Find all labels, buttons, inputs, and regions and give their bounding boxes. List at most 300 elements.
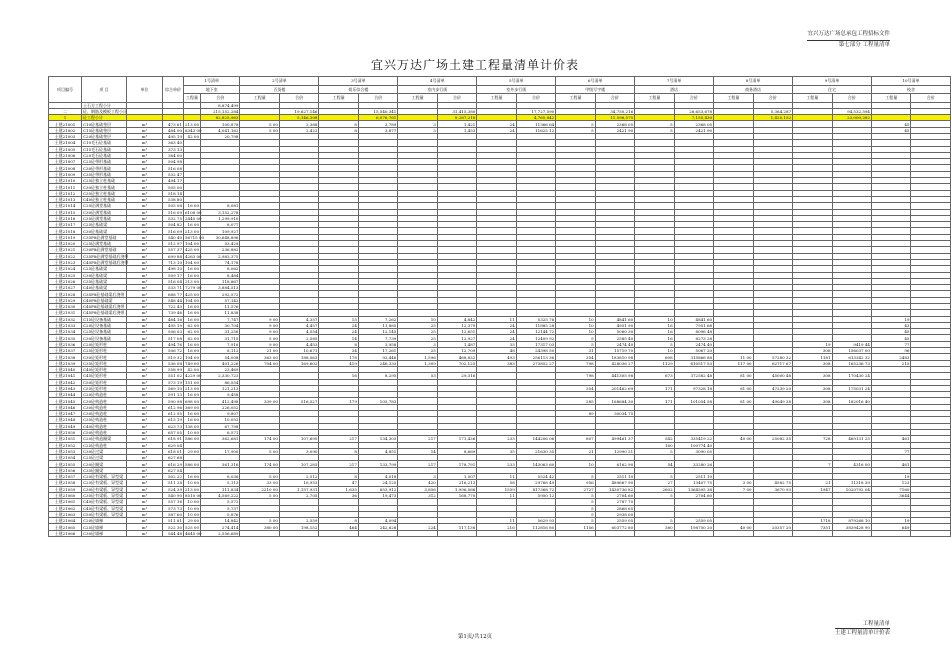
cell-value: 10 bbox=[635, 316, 674, 322]
cell-value: 469131 25 bbox=[832, 436, 871, 442]
cell-value: 179 bbox=[319, 398, 358, 404]
cell-item-no: 土建21024 bbox=[49, 266, 82, 272]
cell-value: 216,213 bbox=[437, 480, 476, 486]
group-no: 10号清单 bbox=[871, 77, 950, 86]
cell-rate: 516 09 bbox=[163, 209, 184, 215]
cell-value bbox=[556, 530, 595, 536]
cell-value: 118,867 bbox=[201, 278, 240, 284]
cell-value bbox=[437, 530, 476, 536]
group-name: 校舍 bbox=[871, 85, 950, 94]
cell-value: 19 bbox=[871, 518, 910, 524]
cell-rate: 516 08 bbox=[163, 165, 184, 171]
cell-value: 178,791 bbox=[437, 461, 476, 467]
cell-rate: 722 43 bbox=[163, 304, 184, 310]
cell-value: 308 bbox=[793, 373, 832, 379]
cell-item-name: C40砼基础梁 bbox=[82, 285, 127, 291]
cell-rate: 657 05 bbox=[163, 429, 184, 435]
cell-rate: 540 90 bbox=[163, 492, 184, 498]
cell-value: 23,000,282 bbox=[832, 115, 871, 121]
cell-value: 104 00 bbox=[185, 260, 199, 266]
cell-value: 7 bbox=[793, 461, 832, 467]
cell-rate: 540 40 bbox=[163, 234, 184, 240]
cell-value: 704 00 bbox=[240, 360, 279, 366]
cell-rate: 511 81 bbox=[163, 518, 184, 524]
group-name: 室外步行街 bbox=[477, 85, 556, 94]
cell-value: 58 bbox=[477, 480, 516, 486]
group-name: 酒店 bbox=[635, 85, 714, 94]
cell-value: 1,421 bbox=[437, 121, 476, 127]
cell-value: 24398 50 bbox=[516, 348, 555, 354]
cell-unit: m³ bbox=[127, 215, 163, 221]
cell-value: 608 bbox=[635, 354, 674, 360]
cell-unit: m³ bbox=[127, 253, 163, 259]
group-no: 9号清单 bbox=[793, 77, 872, 86]
cell-rate: 509 17 bbox=[163, 272, 184, 278]
header-section: 第七部分 工程量清单 bbox=[838, 42, 890, 48]
qty-header: 工程量 bbox=[398, 94, 437, 103]
qty-header: 工程量 bbox=[793, 94, 832, 103]
cell-value: 698 00 bbox=[185, 398, 199, 404]
cell-value: 45 bbox=[871, 335, 910, 341]
cell-value: 4,554 bbox=[279, 329, 318, 335]
cell-value: 1,996,566 bbox=[437, 486, 476, 492]
cell-item-name: C50砼有梁板、异型梁 bbox=[82, 511, 127, 517]
cell-rate: 524 39 bbox=[163, 486, 184, 492]
cell-value: 45 bbox=[871, 127, 910, 133]
cell-unit: m³ bbox=[127, 278, 163, 284]
cell-value: 5629 93 bbox=[516, 518, 555, 524]
cell-item-name: C30砼基础梁 bbox=[82, 228, 127, 234]
cell-rate: 484 00 bbox=[163, 127, 184, 133]
cell-item-no: 土建21015 bbox=[49, 209, 82, 215]
cell-value bbox=[319, 530, 358, 536]
cell-value bbox=[793, 530, 832, 536]
cell-value: 1129 bbox=[635, 360, 674, 366]
cell-value: 3 bbox=[398, 127, 437, 133]
cell-value: 5 bbox=[556, 505, 595, 511]
cell-value: 1,309 bbox=[398, 360, 437, 366]
cell-value: 6162 90 bbox=[595, 461, 634, 467]
cell-value: 9,807 bbox=[201, 411, 240, 417]
cell-value: 31,715 bbox=[201, 335, 240, 341]
cell-value: 603772 80 bbox=[595, 524, 634, 530]
cell-value: 160 bbox=[635, 442, 674, 448]
cell-value: 412,498 bbox=[201, 398, 240, 404]
cell-value: 92,446 bbox=[358, 354, 397, 360]
cell-unit: m³ bbox=[127, 272, 163, 278]
cell-value: 226,052 bbox=[201, 404, 240, 410]
cell-value: 7951 68 bbox=[674, 322, 713, 328]
cell-value: 1,507 bbox=[437, 474, 476, 480]
cell-value: 292,572 bbox=[201, 291, 240, 297]
cell-value: 15,540,341 bbox=[358, 108, 397, 114]
cell-value: 19 bbox=[871, 316, 910, 322]
cell-value: 285 bbox=[556, 398, 595, 404]
cell-value: 8510 00 bbox=[185, 493, 202, 499]
cell-item-name: C35P8砼基础梁后浇带 bbox=[82, 291, 127, 297]
cell-value: 879268 10 bbox=[832, 518, 871, 524]
cell-item-no: 土建21056 bbox=[49, 467, 82, 473]
cell-value: 233 bbox=[477, 436, 516, 442]
cell-rate: 544 48 bbox=[163, 530, 184, 536]
cell-value: 256113 36 bbox=[516, 354, 555, 360]
cell-value: 5,572 bbox=[201, 499, 240, 505]
cell-rate: 623 73 bbox=[163, 423, 184, 429]
cell-value: 312 bbox=[398, 492, 437, 498]
cell-value bbox=[871, 530, 910, 536]
group-no: 7号清单 bbox=[635, 77, 714, 86]
qty-header: 工程量 bbox=[319, 94, 358, 103]
cell-value: 1,420,152 bbox=[753, 115, 792, 121]
cell-item-no: 土建21037 bbox=[49, 348, 82, 354]
cell-value: 30,704 bbox=[201, 322, 240, 328]
cell-item-no: 土建21002 bbox=[49, 127, 82, 133]
cell-item-no: 土建21062 bbox=[49, 505, 82, 511]
cell-unit: m³ bbox=[127, 474, 163, 480]
cell-value: 10 bbox=[398, 316, 437, 322]
cell-value: 11,838 bbox=[201, 310, 240, 316]
cell-unit: m³ bbox=[127, 505, 163, 511]
cell-value: 7,739 bbox=[358, 335, 397, 341]
cell-value: 24 bbox=[477, 121, 516, 127]
cell-value: 5 bbox=[556, 492, 595, 498]
cell-value: 8343 00 bbox=[185, 127, 202, 133]
cell-unit: m³ bbox=[127, 524, 163, 530]
cell-rate: 384 00 bbox=[163, 152, 184, 158]
cell-unit: m³ bbox=[127, 480, 163, 486]
cell-item-no: 土建21054 bbox=[49, 455, 82, 461]
cell-item-name: C25砼独立柱基础 bbox=[82, 178, 127, 184]
cell-value: 2511 10 bbox=[595, 474, 634, 480]
cell-value: 9 00 bbox=[240, 329, 279, 335]
cell-value: 8,287,218 bbox=[437, 115, 476, 121]
cell-item-name: C25砼设备基础 bbox=[82, 329, 127, 335]
cell-value: 464 bbox=[319, 524, 358, 530]
qty-header: 工程量 bbox=[635, 94, 674, 103]
cell-item-name: C40砼构造柱 bbox=[82, 423, 127, 429]
cell-item-no: 土建21013 bbox=[49, 196, 82, 202]
cell-unit: m³ bbox=[127, 140, 163, 146]
cell-value: 216 bbox=[477, 524, 516, 530]
cell-item-no: 土建21003 bbox=[49, 133, 82, 139]
cell-item-no: 土建21065 bbox=[49, 524, 82, 530]
cell-value: 3,789 bbox=[358, 121, 397, 127]
cell-value: 16 00 bbox=[184, 411, 201, 417]
cell-value: 16 00 bbox=[184, 304, 201, 310]
cell-value: 15719 70 bbox=[595, 348, 634, 354]
cell-value: 10 bbox=[556, 329, 595, 335]
cell-value: 8,077 bbox=[201, 222, 240, 228]
cell-item-name: C30砼基础梁 bbox=[82, 272, 127, 278]
cell-rate: 373 13 bbox=[163, 146, 184, 152]
cell-rate: 502 22 bbox=[163, 474, 184, 480]
cell-value: 42 00 bbox=[184, 133, 201, 139]
cell-item-name: C50砼矩形柱 bbox=[82, 379, 127, 385]
cell-item-no: 土建21005 bbox=[49, 146, 82, 152]
cell-item-no: 土建21045 bbox=[49, 398, 82, 404]
cell-value: 1020792 04 bbox=[832, 486, 871, 492]
cell-value: 14 bbox=[398, 448, 437, 454]
cell-value: 109,927 bbox=[201, 228, 240, 234]
cell-value: 174 00 bbox=[240, 436, 279, 442]
cell-value: 5 00 bbox=[240, 335, 279, 341]
cell-value: 1559 bbox=[477, 486, 516, 492]
cell-value: 43 bbox=[871, 322, 910, 328]
cell-value: 2,556,689 bbox=[201, 530, 240, 536]
cell-unit: m³ bbox=[127, 222, 163, 228]
cell-value: 82,825,963 bbox=[201, 115, 240, 121]
cell-value: 4,041,162 bbox=[201, 127, 240, 133]
cell-rate: 612 96 bbox=[163, 404, 184, 410]
group-name: 室内步行街 bbox=[398, 85, 477, 94]
cell-value: 5,146,308 bbox=[279, 115, 318, 121]
sum-header: 合价 bbox=[201, 94, 240, 103]
cell-unit: m³ bbox=[127, 171, 163, 177]
cell-item-name: 砼工程小计 bbox=[82, 115, 127, 121]
cell-unit: m³ bbox=[127, 423, 163, 429]
sum-header: 合价 bbox=[279, 94, 318, 103]
cell-value: 19,473 bbox=[358, 492, 397, 498]
cell-value bbox=[358, 530, 397, 536]
cell-value: 213 00 bbox=[185, 486, 199, 492]
cell-value: 5 00 bbox=[240, 448, 279, 454]
cell-value: 6,076,761 bbox=[358, 115, 397, 121]
cell-rate: 569 10 bbox=[163, 385, 184, 391]
cell-value: 16 bbox=[635, 329, 674, 335]
cell-item-no: 二 bbox=[49, 108, 82, 114]
cell-value: 17,261 bbox=[358, 348, 397, 354]
sum-header: 合价 bbox=[674, 94, 713, 103]
cell-value: 14,842 bbox=[201, 518, 240, 524]
sum-header: 合价 bbox=[595, 94, 634, 103]
cell-rate: 517 08 bbox=[163, 335, 184, 341]
cell-item-name: C40P8砼基础梁后浇带 bbox=[82, 304, 127, 310]
header-project: 宜兴万达广场总承包工程招标文件 bbox=[807, 31, 890, 37]
cell-item-name: 砼、钢筋及模板工程小计 bbox=[83, 108, 127, 114]
cell-value bbox=[635, 530, 674, 536]
cell-item-no: 土建21049 bbox=[49, 423, 82, 429]
cell-item-no: 土建21026 bbox=[49, 278, 82, 284]
cell-value: 7160 bbox=[871, 486, 910, 492]
cell-value: 19,627,146 bbox=[279, 108, 318, 114]
cell-value: 29 00 bbox=[184, 518, 201, 524]
cell-value bbox=[477, 530, 516, 536]
cell-value: 169,602 bbox=[279, 360, 318, 366]
cell-value: 11625 12 bbox=[516, 127, 555, 133]
cell-value: 2559 05 bbox=[595, 518, 634, 524]
cell-item-no: 土建21020 bbox=[49, 241, 82, 247]
cell-value: 807 bbox=[556, 436, 595, 442]
cell-value: 1,487 bbox=[437, 341, 476, 347]
cell-item-no: 土建21035 bbox=[49, 335, 82, 341]
cell-value: 10 bbox=[635, 348, 674, 354]
cell-value: 10,671 bbox=[279, 348, 318, 354]
cell-value: 57,142 bbox=[201, 297, 240, 303]
cell-item-name: C35P8砼满堂基础后浇带 bbox=[83, 253, 129, 259]
cell-value: 24,125 bbox=[358, 480, 397, 486]
cell-rate: 484 16 bbox=[163, 316, 184, 322]
cell-value: 20357 20 bbox=[753, 524, 792, 530]
group-name: 商务酒店 bbox=[714, 85, 793, 94]
cell-value: 5 bbox=[556, 474, 595, 480]
cell-unit: m³ bbox=[127, 146, 163, 152]
cell-item-no: 土建21051 bbox=[49, 436, 82, 442]
cell-value: 11 bbox=[477, 492, 516, 498]
cell-value: 5 bbox=[556, 499, 595, 505]
cell-value: 525 00 bbox=[185, 524, 199, 530]
cell-item-name: C20砼设备基础 bbox=[82, 322, 127, 328]
cell-value: 4645 00 bbox=[185, 530, 202, 536]
cell-value: 4,765,842 bbox=[516, 115, 555, 121]
cell-rate: 504 98 bbox=[163, 159, 184, 165]
cell-value: 16,953 bbox=[279, 480, 318, 486]
cell-value: 1181 bbox=[793, 354, 832, 360]
cell-rate: 538 80 bbox=[163, 196, 184, 202]
cell-value: 2585 40 bbox=[595, 335, 634, 341]
cell-value: 156037 00 bbox=[832, 348, 871, 354]
cell-value: 362,681 bbox=[201, 436, 240, 442]
col-header-item-no: 项目编号 bbox=[49, 77, 82, 103]
cell-value: 74,178 bbox=[201, 259, 240, 265]
cell-item-name: C20毛石砼基础 bbox=[82, 152, 127, 158]
cell-value: 425 00 bbox=[185, 247, 199, 253]
cell-value: 16 bbox=[635, 335, 674, 341]
cell-value: 143063 60 bbox=[516, 461, 555, 467]
cell-value: 4263 00 bbox=[185, 253, 202, 259]
cell-value: 25 bbox=[398, 329, 437, 335]
cell-value: 27 bbox=[635, 480, 674, 486]
cell-unit: m³ bbox=[127, 417, 163, 423]
cell-rate: 573 73 bbox=[163, 505, 184, 511]
cell-value bbox=[753, 530, 792, 536]
page-number: 第1页/共12页 bbox=[457, 634, 493, 640]
cell-value: 315866 88 bbox=[674, 354, 713, 360]
cell-item-no: 土建21055 bbox=[49, 461, 82, 467]
cell-unit: m³ bbox=[127, 196, 163, 202]
cell-unit: m³ bbox=[127, 203, 163, 209]
cell-value: 168684 30 bbox=[595, 398, 634, 404]
cell-value: 7,916 bbox=[201, 341, 240, 347]
cell-rate: 618 01 bbox=[163, 448, 184, 454]
cell-value: 134,303 bbox=[358, 436, 397, 442]
cell-item-name: C30砼构造柱 bbox=[82, 404, 127, 410]
cell-item-name: C40砼矩形柱 bbox=[82, 366, 127, 372]
cell-item-name: C20砼基础垫层 bbox=[82, 133, 127, 139]
cell-value: 23,469 bbox=[201, 366, 240, 372]
cell-item-name: C40砼独立柱基础 bbox=[82, 196, 127, 202]
header-row-qty-sum bbox=[49, 94, 951, 103]
cell-item-name: 土石方工程小计 bbox=[82, 102, 127, 108]
cell-item-no: 土建21060 bbox=[49, 492, 82, 498]
cell-value: 542 bbox=[635, 436, 674, 442]
cell-rate: 504 82 bbox=[163, 222, 184, 228]
cell-value: 2421 90 bbox=[595, 127, 634, 133]
cell-value: 11366 64 bbox=[516, 121, 555, 127]
cell-value: 383 bbox=[477, 360, 516, 366]
cell-value: 123 bbox=[871, 480, 910, 486]
cell-value: 8273 28 bbox=[674, 335, 713, 341]
cell-value: 5067 20 bbox=[674, 348, 713, 354]
cell-item-no: 土建21030 bbox=[49, 304, 82, 310]
cell-value: 246,333 bbox=[358, 360, 397, 366]
cell-item-no: 土建21018 bbox=[49, 228, 82, 234]
cell-value: 49049 38 bbox=[753, 398, 792, 404]
cell-item-name: C30砼墙梯 bbox=[82, 530, 127, 536]
cell-value: 81 00 bbox=[714, 398, 753, 404]
cell-value: 6108 00 bbox=[185, 209, 202, 215]
cell-rate: 587 60 bbox=[163, 511, 184, 517]
cell-value: 213 00 bbox=[185, 121, 199, 127]
cell-value: 8,874,499 bbox=[201, 102, 240, 108]
cell-value: 53,429 bbox=[201, 241, 240, 247]
cell-value: 3 bbox=[398, 121, 437, 127]
cell-unit: m³ bbox=[127, 373, 163, 379]
cell-value: 183810 98 bbox=[595, 354, 634, 360]
cell-item-no: 土建21033 bbox=[49, 322, 82, 328]
cell-unit: m³ bbox=[127, 316, 163, 322]
cell-unit: m³ bbox=[127, 448, 163, 454]
cell-item-no: 土建21053 bbox=[49, 448, 82, 454]
cell-item-name: C20砼有梁板、异型梁 bbox=[82, 474, 127, 480]
cell-value: 273852 27 bbox=[516, 360, 555, 366]
cell-value: 361,316 bbox=[201, 461, 240, 467]
cell-value: 5950 12 bbox=[516, 492, 555, 498]
cell-item-no: 土建21043 bbox=[49, 385, 82, 391]
cell-value: 2787 70 bbox=[595, 499, 634, 505]
cell-value: 9,458 bbox=[201, 392, 240, 398]
cell-unit: m³ bbox=[127, 297, 163, 303]
cell-item-name: C25砼墙梯 bbox=[82, 524, 127, 530]
cell-value: 17,900 bbox=[201, 448, 240, 454]
cell-value: 1,635 bbox=[319, 486, 358, 492]
cell-item-name: C25砼带形基础 bbox=[82, 159, 127, 165]
cell-rate: 688 77 bbox=[163, 291, 184, 297]
cell-unit: m³ bbox=[127, 152, 163, 158]
cell-value: 25 bbox=[398, 322, 437, 328]
cell-value: 3 bbox=[398, 474, 437, 480]
cell-rate: 627 68 bbox=[163, 455, 184, 461]
cell-value: 36 bbox=[319, 492, 358, 498]
sum-header: 合价 bbox=[516, 94, 555, 103]
group-no: 5号清单 bbox=[477, 77, 556, 86]
cell-value: 105,783 bbox=[358, 398, 397, 404]
cell-item-no: 土建21004 bbox=[49, 140, 82, 146]
cell-unit: m³ bbox=[127, 442, 163, 448]
cell-value: 8 bbox=[319, 127, 358, 133]
cell-value: 94,532,594 bbox=[832, 108, 871, 114]
cell-value: 2421 90 bbox=[674, 127, 713, 133]
cell-value: 798 bbox=[556, 360, 595, 366]
cell-rate: 612 95 bbox=[163, 411, 184, 417]
group-no: 8号清单 bbox=[714, 77, 793, 86]
cell-value: 2,512 bbox=[279, 474, 318, 480]
sum-header: 合价 bbox=[753, 94, 792, 103]
cell-value: 16 00 bbox=[184, 266, 201, 272]
cell-value: 11 bbox=[477, 518, 516, 524]
cell-value: 702,125 bbox=[437, 360, 476, 366]
cell-value: 12,709 bbox=[437, 348, 476, 354]
cell-value: 5 bbox=[635, 341, 674, 347]
cell-value: 493 bbox=[477, 354, 516, 360]
cell-value: 461 bbox=[871, 461, 910, 467]
cell-value: 86,554 bbox=[201, 379, 240, 385]
cell-rate: 519 32 bbox=[163, 354, 184, 360]
cell-unit: m³ bbox=[127, 335, 163, 341]
cell-value: 610517 53 bbox=[674, 360, 713, 366]
cell-value: 30034 75 bbox=[595, 411, 634, 417]
cell-value: 12,651 bbox=[437, 329, 476, 335]
cell-rate: 505 00 bbox=[163, 184, 184, 190]
